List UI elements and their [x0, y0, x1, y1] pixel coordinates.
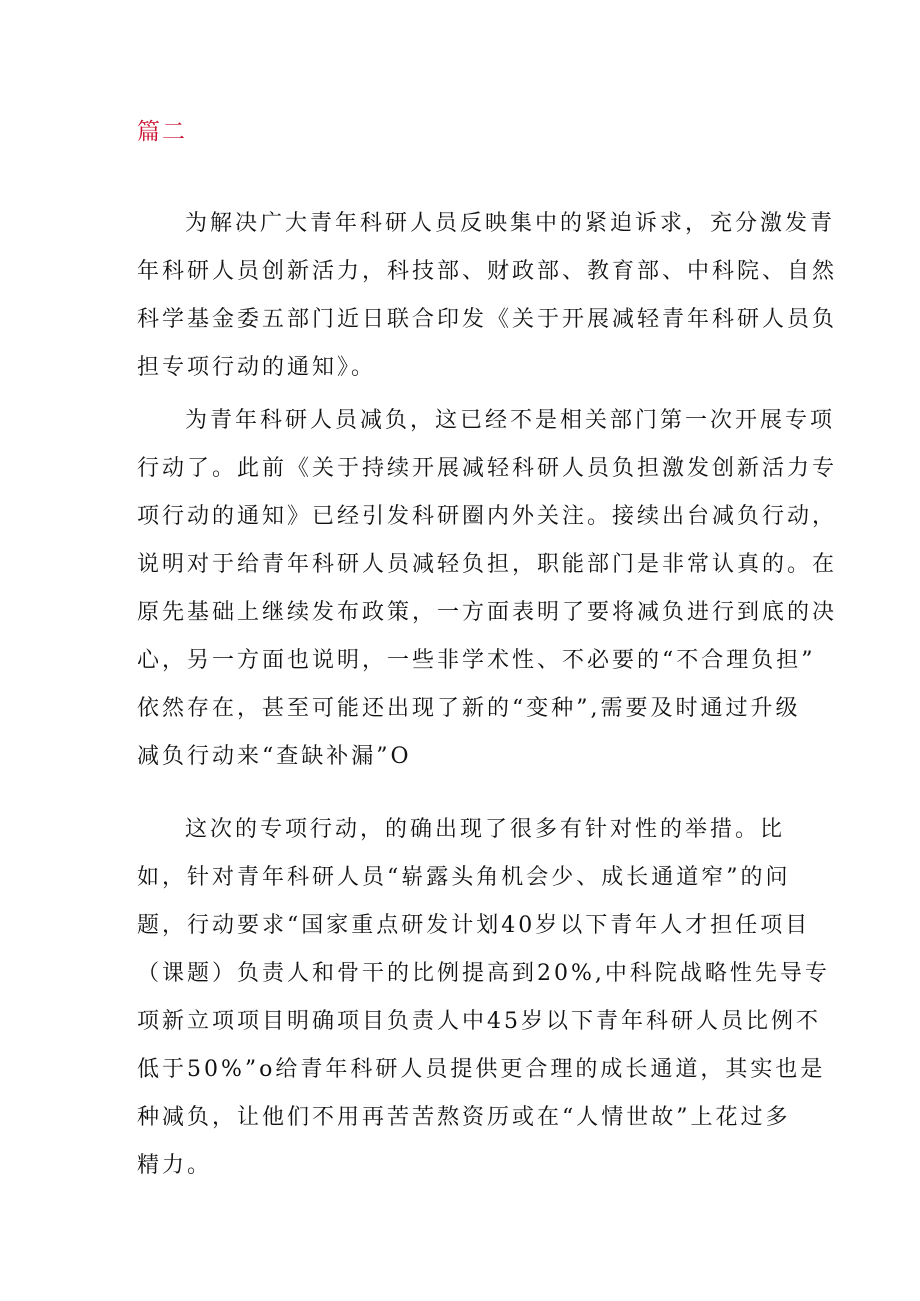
paragraph-line: 项新立项项目明确项目负责人中45岁以下青年科研人员比例不 [137, 1009, 821, 1034]
paragraph-line: 这次的专项行动，的确出现了很多有针对性的举措。比 [185, 817, 786, 842]
paragraph-2 [137, 397, 838, 781]
paragraph-line: 原先基础上继续发布政策，一方面表明了要将减负进行到底的决 [137, 600, 838, 625]
paragraph-line: 精力。 [137, 1153, 213, 1178]
paragraph-line: 年科研人员创新活力，科技部、财政部、教育部、中科院、自然 [137, 259, 838, 284]
paragraph-line: 项行动的通知》已经引发科研圈内外关注。接续出台减负行动， [137, 504, 838, 529]
paragraph-line: 依然存在，甚至可能还出现了新的“变种”,需要及时通过升级 [137, 696, 801, 721]
paragraph-3 [137, 806, 830, 1190]
paragraph-line: 低于50%”o给青年科研人员提供更合理的成长通道，其实也是 [137, 1057, 826, 1082]
paragraph-line: 如，针对青年科研人员“崭露头角机会少、成长通道窄”的问 [137, 865, 791, 890]
paragraph-line: 为解决广大青年科研人员反映集中的紧迫诉求，充分激发青 [185, 211, 836, 236]
paragraph-line: 为青年科研人员减负，这已经不是相关部门第一次开展专项 [185, 408, 836, 433]
paragraph-1 [137, 200, 838, 392]
paragraph-line: 减负行动来“查缺补漏”O [137, 744, 412, 769]
paragraph-line: 心，另一方面也说明，一些非学术性、不必要的“不合理负担” [137, 648, 816, 673]
paragraph-line: 种减负，让他们不用再苦苦熬资历或在“人情世故”上花过多 [137, 1105, 791, 1130]
section-heading: 篇二 [137, 119, 187, 145]
paragraph-line: （课题）负责人和骨干的比例提高到20%,中科院战略性先导专 [137, 961, 830, 986]
paragraph-line: 担专项行动的通知》。 [137, 355, 377, 380]
paragraph-line: 说明对于给青年科研人员减轻负担，职能部门是非常认真的。在 [137, 552, 838, 577]
paragraph-line: 行动了。此前《关于持续开展减轻科研人员负担激发创新活力专 [137, 456, 838, 481]
paragraph-line: 题，行动要求“国家重点研发计划40岁以下青年人才担任项目 [137, 913, 811, 938]
paragraph-line: 科学基金委五部门近日联合印发《关于开展减轻青年科研人员负 [137, 307, 838, 332]
